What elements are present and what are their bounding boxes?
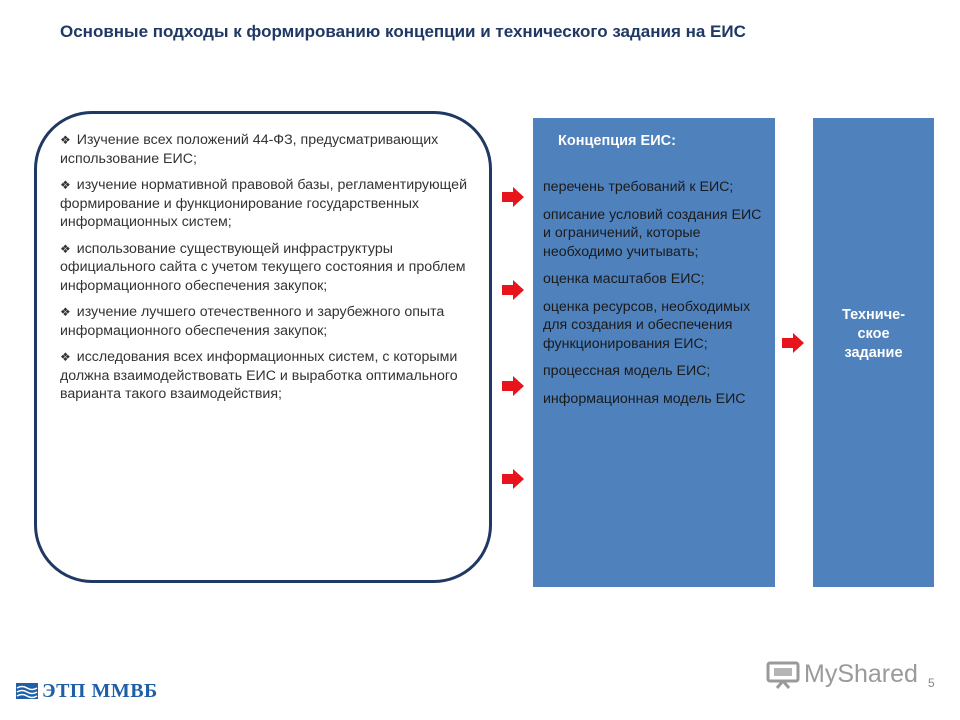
diamond-bullet-icon: ❖ <box>60 133 71 147</box>
list-item: описание условий создания ЕИС и ограничений, которые необходимо учитывать; <box>543 206 762 260</box>
diamond-bullet-icon: ❖ <box>60 241 71 256</box>
list-item: ❖ изучение нормативной правовой базы, регламентирующей формирование и функционирование государственных информационных систем; <box>60 177 467 230</box>
list-item: процессная модель ЕИС; <box>543 363 711 379</box>
diamond-bullet-icon: ❖ <box>60 350 71 364</box>
presentation-icon <box>766 659 800 689</box>
list-item: ❖ исследования всех информационных систем, с которыми должна взаимодействовать ЕИС и выработка оптимального варианта такого взаимодействия; <box>60 349 458 402</box>
watermark <box>766 656 918 692</box>
logo-wave-icon <box>16 683 38 699</box>
approaches-list <box>60 131 488 412</box>
diamond-bullet-icon: ❖ <box>60 178 71 192</box>
list-item: ❖ изучение лучшего отечественного и зарубежного опыта информационного обеспечения закупок; <box>60 304 445 339</box>
list-item: оценка ресурсов, необходимых для создания и обеспечения функционирования ЕИС; <box>543 298 751 352</box>
red-arrow-icon <box>502 280 524 300</box>
diamond-bullet-icon: ❖ <box>60 305 71 319</box>
red-arrow-icon <box>502 187 524 207</box>
logo-text: ЭТП ММВБ <box>42 679 158 702</box>
list-item: информационная модель ЕИС <box>543 390 746 407</box>
technical-task-label: Техниче- ское задание <box>841 307 906 361</box>
watermark-text: MyShared <box>804 659 918 688</box>
concept-list <box>543 178 768 417</box>
red-arrow-icon <box>782 333 804 353</box>
list-item: перечень требований к ЕИС; <box>543 179 734 195</box>
red-arrow-icon <box>502 469 524 489</box>
page-number: 5 <box>928 676 935 690</box>
concept-title: Концепция ЕИС: <box>558 133 676 149</box>
red-arrow-icon <box>502 376 524 396</box>
list-item: ❖ Изучение всех положений 44-ФЗ, предусматривающих использование ЕИС; <box>60 132 439 167</box>
slide-title: Основные подходы к формированию концепции и технического задания на ЕИС <box>60 22 746 41</box>
list-item: оценка масштабов ЕИС; <box>543 271 705 287</box>
list-item: ❖ использование существующей инфраструктуры официального сайта с учетом текущего состояния и проблем информационного обеспечения закупок; <box>60 240 466 294</box>
company-logo <box>16 680 158 702</box>
